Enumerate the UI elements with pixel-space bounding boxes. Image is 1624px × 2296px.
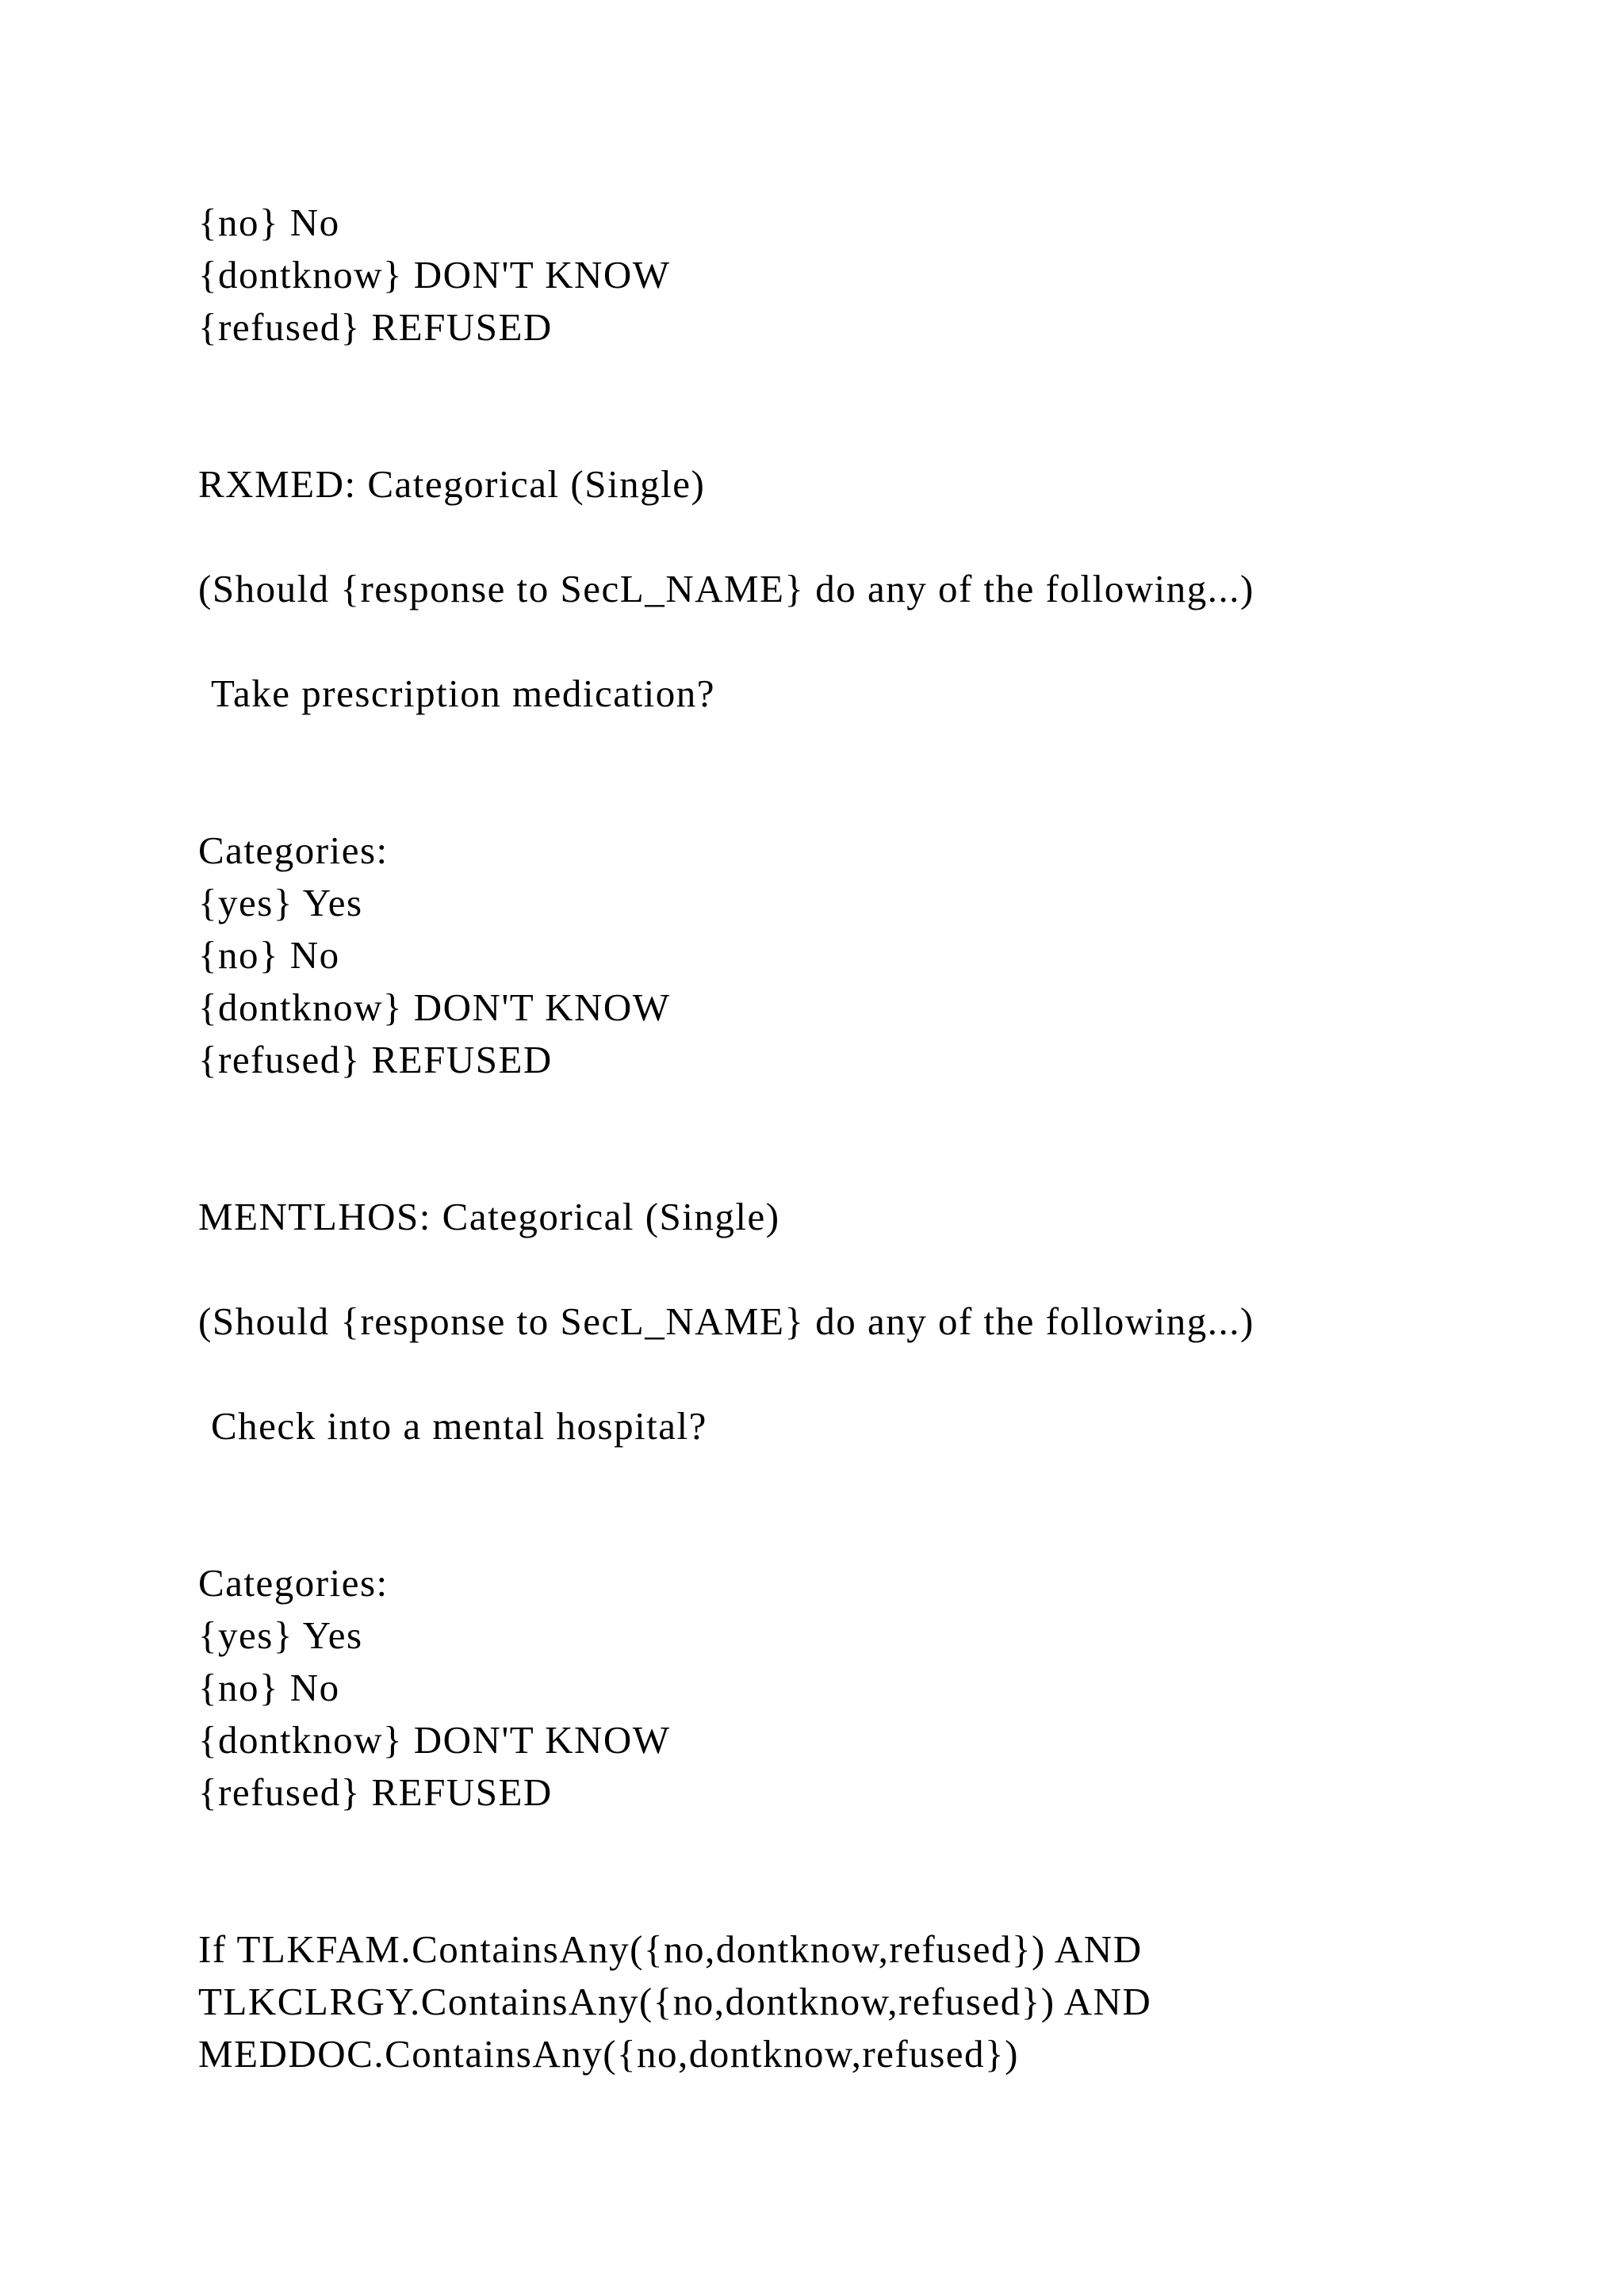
rxmed-category-dontknow: {dontknow} DON'T KNOW bbox=[198, 985, 671, 1029]
mentlhos-category-yes: {yes} Yes bbox=[198, 1613, 363, 1657]
mentlhos-question: Check into a mental hospital? bbox=[211, 1404, 707, 1448]
mentlhos-category-no: {no} No bbox=[198, 1666, 340, 1709]
rxmed-category-refused: {refused} REFUSED bbox=[198, 1038, 553, 1081]
category-dontknow: {dontknow} DON'T KNOW bbox=[198, 253, 671, 297]
condition-line-3: MEDDOC.ContainsAny({no,dontknow,refused}) bbox=[198, 2032, 1019, 2076]
mentlhos-header: MENTLHOS: Categorical (Single) bbox=[198, 1195, 780, 1238]
rxmed-categories-label: Categories: bbox=[198, 828, 389, 872]
mentlhos-category-dontknow: {dontknow} DON'T KNOW bbox=[198, 1718, 671, 1762]
category-no: {no} No bbox=[198, 201, 340, 244]
category-refused: {refused} REFUSED bbox=[198, 305, 553, 349]
mentlhos-category-refused: {refused} REFUSED bbox=[198, 1770, 553, 1814]
rxmed-category-no: {no} No bbox=[198, 933, 340, 977]
rxmed-lead-in: (Should {response to SecL_NAME} do any of the following...) bbox=[198, 567, 1254, 610]
rxmed-header: RXMED: Categorical (Single) bbox=[198, 462, 706, 506]
rxmed-question: Take prescription medication? bbox=[211, 672, 715, 715]
condition-line-2: TLKCLRGY.ContainsAny({no,dontknow,refused}) AND bbox=[198, 1980, 1152, 2023]
mentlhos-categories-label: Categories: bbox=[198, 1561, 389, 1605]
mentlhos-lead-in: (Should {response to SecL_NAME} do any of the following...) bbox=[198, 1299, 1254, 1343]
condition-line-1: If TLKFAM.ContainsAny({no,dontknow,refused}) AND bbox=[198, 1927, 1143, 1971]
rxmed-category-yes: {yes} Yes bbox=[198, 881, 363, 924]
